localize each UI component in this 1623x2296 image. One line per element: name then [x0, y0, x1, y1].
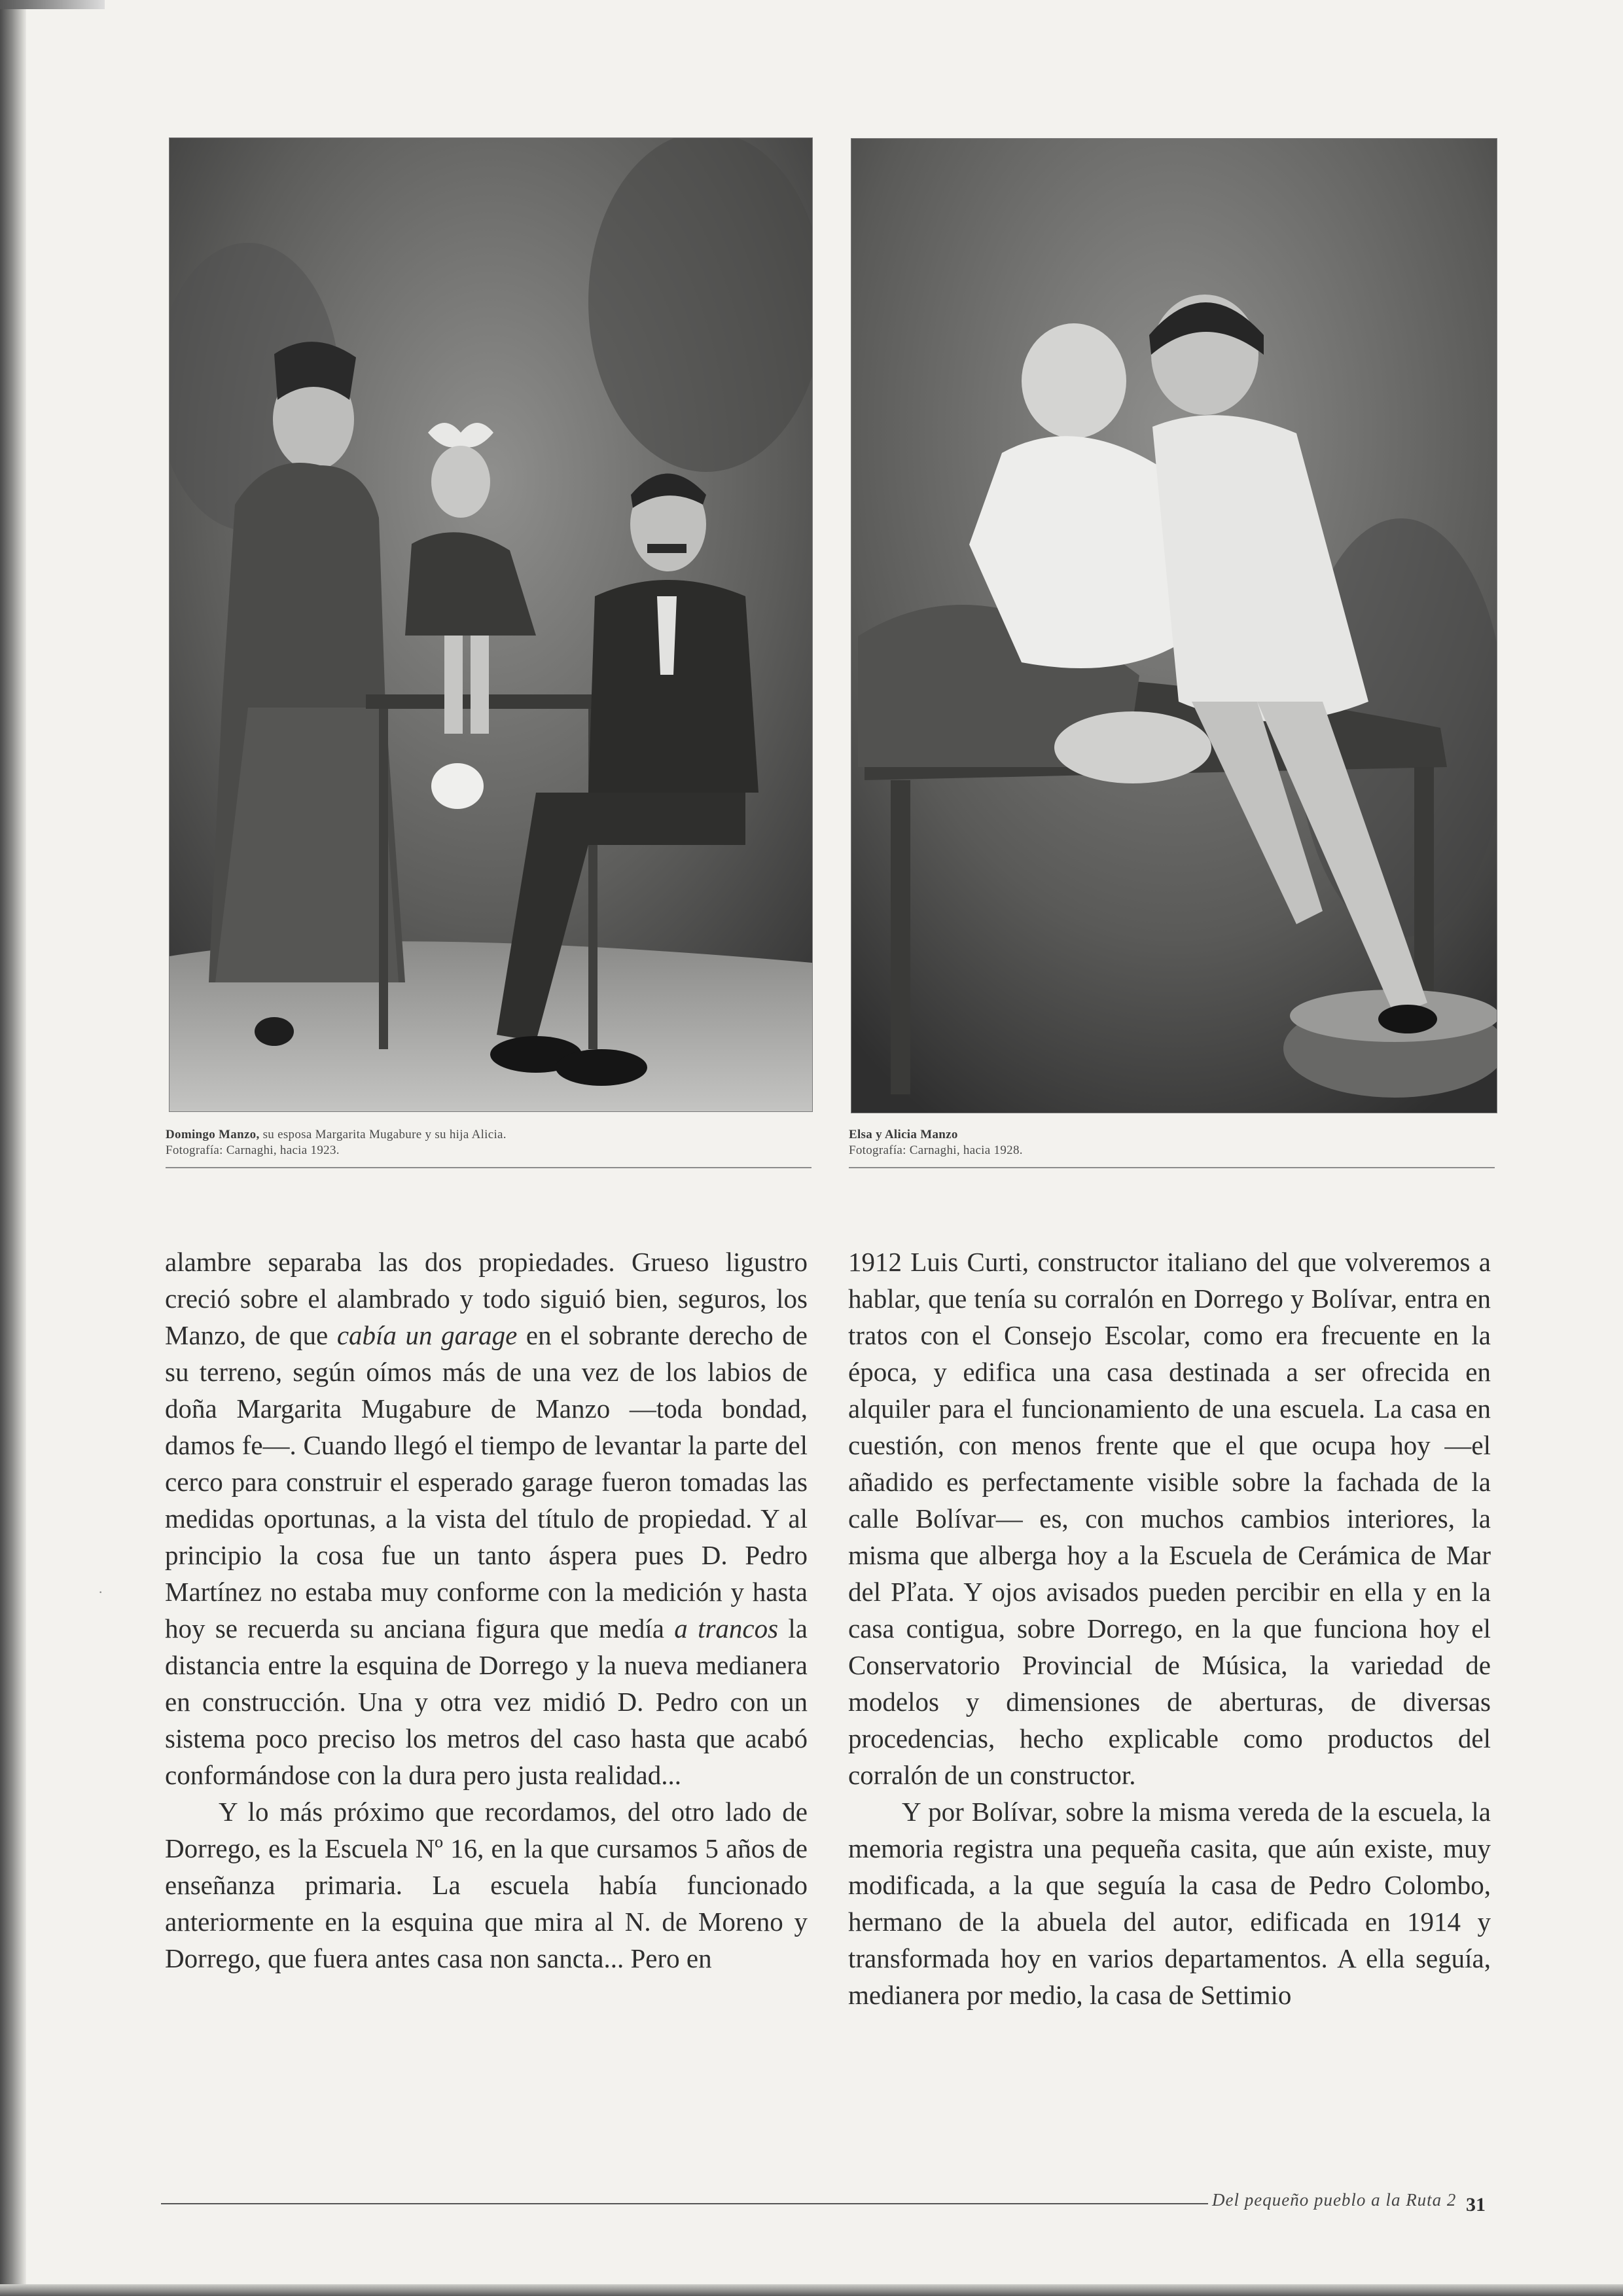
caption-subject: Elsa y Alicia Manzo [849, 1128, 958, 1141]
page-spine-shadow [0, 0, 26, 2296]
caption-description: su esposa Margarita Mugabure y su hija Alicia. [259, 1128, 507, 1141]
running-footer-title: Del pequeño pueblo a la Ruta 2 [1212, 2190, 1457, 2210]
caption-rule-right [849, 1167, 1495, 1168]
left-paragraph-1 [165, 1244, 808, 1793]
left-text-column [165, 1244, 808, 1977]
caption-subject: Domingo Manzo, [166, 1128, 260, 1141]
left-paragraph-2: Y lo más próximo que recordamos, del otro lado de Dorrego, es la Escuela Nº 16, en la que cursamos 5 años de enseñanza primaria. La escuela había funcionado anteriormente en la esquina que mira al N. de Moreno y Dorrego, que fuera antes casa non sancta... Pero en [165, 1797, 808, 1973]
footer-rule [161, 2203, 1208, 2204]
page-number: 31 [1466, 2194, 1486, 2215]
caption-rule-left [166, 1167, 812, 1168]
photo-caption-right [849, 1127, 1490, 1158]
right-paragraph-1: 1912 Luis Curti, constructor italiano del que volveremos a hablar, que tenía su corralón en Dorrego y Bolívar, entra en tratos con el Consejo Escolar, como era frecuente en la época, y edifica una casa destinada a ser ofrecida en alquiler para el funcionamiento de una escuela. La casa en cuestión, con menos frente que el que ocupa hoy —el añadido es perfectamente visible sobre la fachada de la calle Bolívar— es, con muchos cambios interiores, la misma que alberga hoy a la Escuela de Cerámica de Mar del Pľata. Y ojos avisados pueden percibir en ella y en la casa contigua, sobre Dorrego, en la que funciona hoy el Conservatorio Provincial de Música, la variedad de modelos y dimensiones de aberturas, de diversas procedencias, hecho explicable como productos del corralón de un constructor. [848, 1247, 1491, 1790]
caption-credit: Fotografía: Carnaghi, hacia 1928. [849, 1143, 1023, 1157]
scan-artifact: · [98, 1584, 103, 1600]
page-top-edge [0, 0, 105, 9]
girls-portrait-photo [851, 138, 1497, 1113]
italic-run: cabía un garage [336, 1320, 518, 1350]
right-text-column [848, 1244, 1491, 2013]
text-run: en el sobrante derecho de su terreno, según oímos más de una vez de los labios de doña Margarita Mugabure de Manzo —toda bondad, damos fe—. Cuando llegó el tiempo de levantar la parte del cerco para construir el esperado garage fueron tomadas las medidas oportunas, a la vista del título de propiedad. Y al principio la cosa fue un tanto áspera pues D. Pedro Martínez no estaba muy conforme con la medición y hasta hoy se recuerda su anciana figura que medía [165, 1320, 808, 1643]
text-run: la distancia entre la esquina de Dorrego y la nueva medianera en construcción. Una y otra vez midió D. Pedro con un sistema poco preciso los metros del caso hasta que acabó conformándose con la dura pero justa realidad... [165, 1613, 808, 1790]
caption-credit: Fotografía: Carnaghi, hacia 1923. [166, 1143, 340, 1157]
right-paragraph-2: Y por Bolívar, sobre la misma vereda de la escuela, la memoria registra una pequeña casita, que aún existe, muy modificada, a la que seguía la casa de Pedro Colombo, hermano de la abuela del autor, edificada en 1914 y transformada hoy en varios departamentos. A ella seguía, medianera por medio, la casa de Settimio [848, 1797, 1491, 2010]
page-bottom-edge [0, 2284, 1623, 2296]
photo-caption-left [166, 1127, 807, 1158]
italic-run: a trancos [674, 1613, 779, 1643]
text-run: alambre separaba las dos propiedades. Grueso ligustro creció sobre el alambrado y todo siguió bien, seguros, los Manzo, de que [165, 1247, 808, 1350]
family-portrait-photo [169, 137, 813, 1112]
